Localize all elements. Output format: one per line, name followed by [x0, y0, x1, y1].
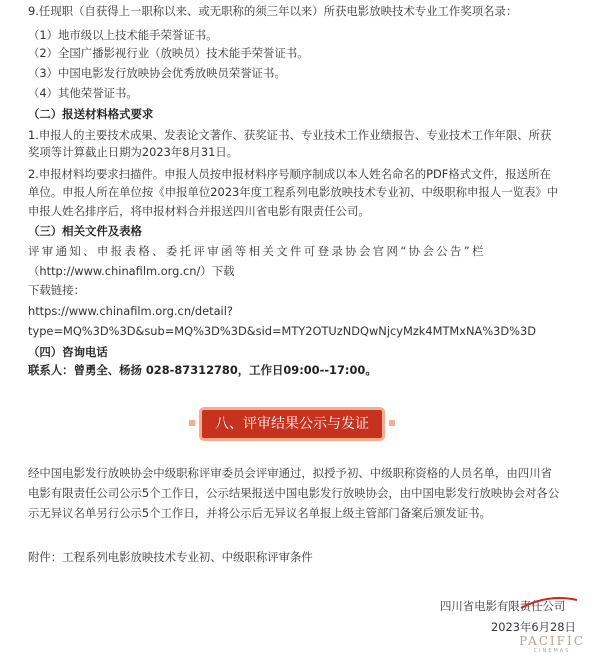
logo-text: PACIFIC [519, 634, 585, 648]
attachment-text: 附件：工程系列电影放映技术专业初、中级职称评审条件 [28, 550, 313, 564]
banner-title: 八、评审结果公示与发证 [215, 416, 369, 432]
banner-box [202, 410, 382, 438]
award-item: （3）中国电影发行放映协会优秀放映员荣誉证书。 [28, 66, 286, 80]
download-url[interactable]: https://www.chinafilm.org.cn/detail? [28, 304, 233, 318]
contact-info: 联系人：曾勇全、杨扬 028-87312780，工作日09:00--17:00。 [28, 363, 377, 377]
signature-org: 四川省电影有限责任公司 [440, 599, 566, 613]
result-paragraph-line: 经中国电影发行放映协会中级职称评审委员会评审通过，拟授予初、中级职称资格的人员名单，由四川省 [28, 466, 552, 480]
section-2-paragraph-2-line: 申报人姓名排序后，将申报材料合并报送四川省电影有限责任公司。 [28, 204, 370, 218]
award-item: （2）全国广播影视行业（放映员）技术能手荣誉证书。 [28, 46, 309, 60]
download-url[interactable]: type=MQ%3D%3D&sub=MQ%3D%3D&sid=MTY2OTUzNDQwNjcyMzk4MTMxNA%3D%3D [28, 324, 537, 338]
section-3-heading: （三）相关文件及表格 [28, 224, 142, 238]
section-2-paragraph-1-line: 奖项等计算截止日期为2023年8月31日。 [28, 145, 239, 159]
section-4-heading: （四）咨询电话 [28, 345, 108, 359]
section-2-heading: （二）报送材料格式要求 [28, 107, 154, 121]
pacific-cinemas-logo [512, 626, 592, 658]
logo-subtext: CINEMAS [533, 648, 571, 654]
award-item: （1）地市级以上技术能手荣誉证书。 [28, 28, 218, 42]
logo-swoosh-icon [519, 596, 579, 610]
download-label: 下载链接： [28, 283, 85, 297]
result-paragraph-line: 示无异议名单另行公示5个工作日，并将公示后无异议名单报上级主管部门备案后颁发证书。 [28, 506, 491, 520]
section-3-link-text: （http://www.chinafilm.org.cn/）下载 [28, 264, 235, 278]
result-paragraph-line: 电影有限责任公司公示5个工作日，公示结果报送中国电影发行放映协会，由中国电影发行放映协会对各公 [28, 486, 560, 500]
signature-date: 2023年6月28日 [491, 620, 576, 634]
section-2-paragraph-1-line: 1.申报人的主要技术成果、发表论文著作、获奖证书、专业技术工作业绩报告、专业技术工作年限、所获 [28, 128, 552, 142]
section-8-banner [186, 407, 398, 441]
section-2-paragraph-2-line: 单位。申报人所在单位按《申报单位2023年度工程系列电影放映技术专业初、中级职称申报人一览表》中 [28, 185, 559, 199]
section-2-paragraph-2-line: 2.申报材料均要求扫描件。申报人员按申报材料序号顺序制成以本人姓名命名的PDF格式文件，报送所在 [28, 167, 551, 181]
section-3-text: 评审通知、申报表格、委托评审函等相关文件可登录协会官网“协会公告”栏 [28, 244, 486, 258]
item-9-text: 9.任现职（自获得上一职称以来、或无职称的须三年以来）所获电影放映技术专业工作奖项名录： [28, 4, 518, 18]
award-item: （4）其他荣誉证书。 [28, 86, 138, 100]
